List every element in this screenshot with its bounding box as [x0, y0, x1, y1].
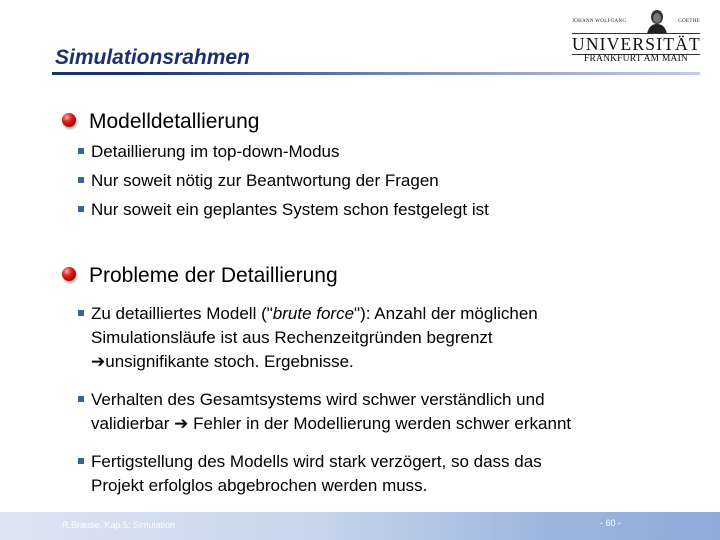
- list-item: [62, 198, 489, 222]
- list-item-line: Projekt erfolglos abgebrochen werden muss.: [91, 476, 428, 495]
- square-bullet-icon: [78, 310, 84, 316]
- text-part: Zu detailliertes Modell (": [91, 304, 273, 323]
- slide-title: Simulationsrahmen: [55, 46, 250, 69]
- square-bullet-icon: [78, 177, 84, 183]
- text-part: Fehler in der Modellierung werden schwer erkannt: [193, 414, 572, 433]
- list-item-text: Detaillierung im top-down-Modus: [91, 142, 340, 161]
- arrow-right-icon: ➔: [174, 414, 189, 433]
- footer-author: R.Brause, Kap.5: Simulation: [62, 520, 176, 530]
- list-item-line: Simulationsläufe ist aus Rechenzeitgründen begrenzt: [91, 328, 493, 347]
- section-heading: [62, 264, 571, 288]
- square-bullet-icon: [78, 148, 84, 154]
- university-logo: [572, 8, 700, 66]
- list-item-text: Nur soweit ein geplantes System schon festgelegt ist: [91, 200, 489, 219]
- section-heading: [62, 110, 489, 134]
- page-number: - 60 -: [600, 518, 622, 528]
- footer-bar: [0, 512, 720, 540]
- logo-top-right: GOETHE: [678, 19, 700, 24]
- square-bullet-icon: [78, 206, 84, 212]
- section-heading-text: Modelldetallierung: [89, 110, 260, 133]
- arrow-right-icon: ➔: [91, 352, 106, 371]
- section-probleme: [62, 264, 571, 498]
- section-heading-text: Probleme der Detaillierung: [89, 264, 338, 287]
- list-item-line: [91, 350, 571, 374]
- square-bullet-icon: [78, 396, 84, 402]
- logo-top-left: JOHANN WOLFGANG: [572, 19, 627, 24]
- list-item-line: [91, 302, 571, 326]
- list-item: [62, 450, 571, 498]
- list-item: [62, 140, 489, 164]
- list-item: [62, 169, 489, 193]
- list-item-line: Fertigstellung des Modells wird stark verzögert, so dass das: [91, 452, 542, 471]
- title-underline: [52, 72, 700, 75]
- red-ball-bullet-icon: [62, 267, 76, 281]
- list-item: [62, 302, 571, 374]
- text-part: validierbar: [91, 414, 170, 433]
- section-modelldetallierung: [62, 110, 489, 222]
- text-part: unsignifikante stoch. Ergebnisse.: [105, 352, 354, 371]
- logo-sub-text: FRANKFURT AM MAIN: [583, 54, 688, 64]
- list-item-line: [91, 412, 571, 436]
- list-item: [62, 388, 571, 436]
- list-item-line: Verhalten des Gesamtsystems wird schwer verständlich und: [91, 390, 545, 409]
- bullet-list: [62, 140, 489, 222]
- bullet-list: [62, 302, 571, 498]
- list-item-text: Nur soweit nötig zur Beantwortung der Fragen: [91, 171, 439, 190]
- goethe-portrait-icon: [645, 8, 669, 34]
- square-bullet-icon: [78, 458, 84, 464]
- logo-main-text: UNIVERSITÄT: [572, 34, 701, 54]
- italic-term: brute force: [272, 304, 355, 323]
- red-ball-bullet-icon: [62, 113, 76, 127]
- text-part: "): Anzahl der möglichen: [354, 304, 538, 323]
